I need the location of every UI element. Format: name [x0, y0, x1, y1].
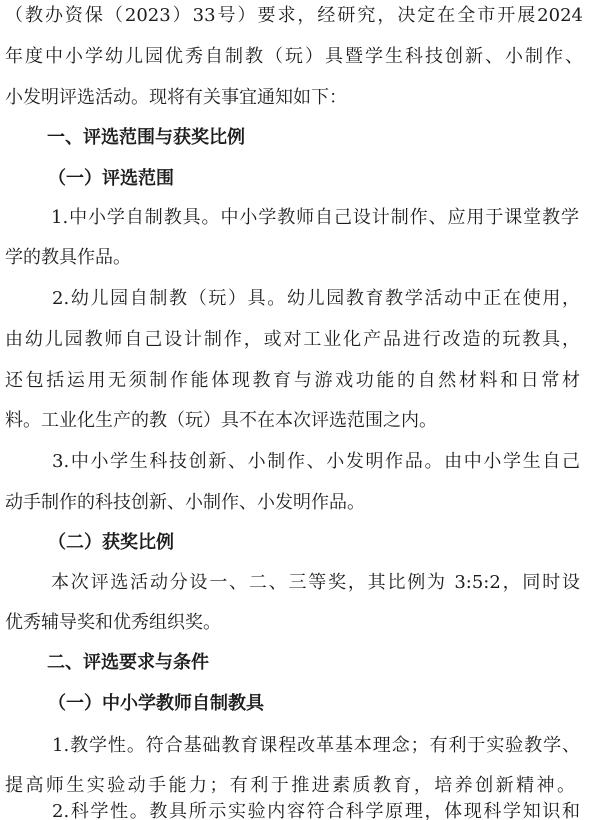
subsection-heading-1-1: （一）评选范围 [48, 168, 174, 189]
paragraph-line: 1.中小学自制教具。中小学教师自己设计制作、应用于课堂教学 [51, 207, 579, 228]
paragraph-line: 1.教学性。符合基础教育课程改革基本理念；有利于实验教学、 [52, 735, 580, 756]
paragraph-line: 还包括运用无须制作能体现教育与游戏功能的自然材料和日常材 [5, 370, 580, 391]
paragraph-line: 2.科学性。教具所示实验内容符合科学原理，体现科学知识和 [52, 801, 580, 820]
paragraph-line: （教办资保（2023）33号）要求，经研究，决定在全市开展2024 [5, 5, 583, 26]
paragraph-line: 由幼儿园教师自己设计制作，或对工业化产品进行改造的玩教具， [5, 329, 580, 350]
paragraph-line: 提高师生实验动手能力；有利于推进素质教育，培养创新精神。 [5, 775, 575, 796]
section-heading-2: 二、评选要求与条件 [47, 652, 209, 673]
paragraph-line: 3.中小学生科技创新、小制作、小发明作品。由中小学生自己 [52, 451, 580, 472]
paragraph-line: 优秀辅导奖和优秀组织奖。 [5, 612, 221, 633]
section-heading-1: 一、评选范围与获奖比例 [47, 127, 245, 148]
subsection-heading-2-1: （一）中小学教师自制教具 [48, 693, 264, 714]
paragraph-line: 学的教具作品。 [5, 247, 131, 268]
paragraph-line: 料。工业化生产的教（玩）具不在本次评选范围之内。 [5, 410, 437, 431]
paragraph-line: 小发明评选活动。现将有关事宜通知如下： [5, 87, 347, 108]
paragraph-line: 本次评选活动分设一、二、三等奖，其比例为 3:5:2，同时设 [51, 572, 580, 593]
paragraph-line: 年度中小学幼儿园优秀自制教（玩）具暨学生科技创新、小制作、 [5, 46, 583, 67]
paragraph-line: 2.幼儿园自制教（玩）具。幼儿园教育教学活动中正在使用， [52, 288, 580, 309]
subsection-heading-1-2: （二）获奖比例 [48, 532, 174, 553]
paragraph-line: 动手制作的科技创新、小制作、小发明作品。 [5, 492, 365, 513]
